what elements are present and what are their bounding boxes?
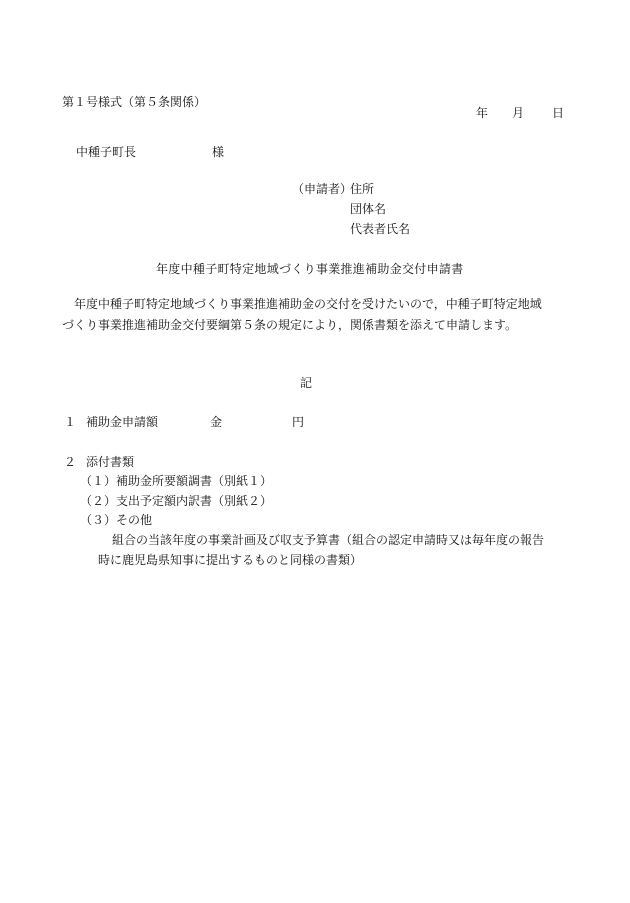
applicant-address: 住所 xyxy=(350,182,375,196)
item1-label: 補助金申請額 xyxy=(86,415,159,429)
body-line-1: 年度中種子町特定地域づくり事業推進補助金の交付を受けたいので，中種子町特定地域 xyxy=(74,297,542,311)
date-month: 月 xyxy=(512,106,525,120)
date-day: 日 xyxy=(552,106,565,120)
applicant-label: （申請者） xyxy=(292,182,353,196)
form-label: 第１号様式（第５条関係） xyxy=(62,95,207,109)
body-line-2: づくり事業推進補助金交付要綱第５条の規定により，関係書類を添えて申請します。 xyxy=(62,318,518,332)
item1-number: １ xyxy=(64,415,77,429)
item1-yen: 円 xyxy=(292,415,305,429)
attachment-2: （２）支出予定額内訳書（別紙２） xyxy=(80,494,273,508)
item2-number: ２ xyxy=(64,455,77,469)
attachment-3: （３）その他 xyxy=(80,513,153,527)
ki-heading: 記 xyxy=(300,376,313,390)
item2-label: 添付書類 xyxy=(86,455,135,469)
attachment-3-detail-2: 時に鹿児島県知事に提出するものと同様の書類） xyxy=(98,553,363,567)
recipient-honorific: 様 xyxy=(212,145,225,159)
attachment-1: （１）補助金所要額調書（別紙１） xyxy=(80,474,273,488)
document-title: 年度中種子町特定地域づくり事業推進補助金交付申請書 xyxy=(156,262,464,276)
recipient-name: 中種子町長 xyxy=(76,145,137,159)
applicant-organization: 団体名 xyxy=(350,202,387,216)
item1-kin: 金 xyxy=(210,415,223,429)
attachment-3-detail-1: 組合の当該年度の事業計画及び収支予算書（組合の認定申請時又は毎年度の報告 xyxy=(112,533,545,547)
applicant-representative: 代表者氏名 xyxy=(350,222,411,236)
date-year: 年 xyxy=(476,106,489,120)
